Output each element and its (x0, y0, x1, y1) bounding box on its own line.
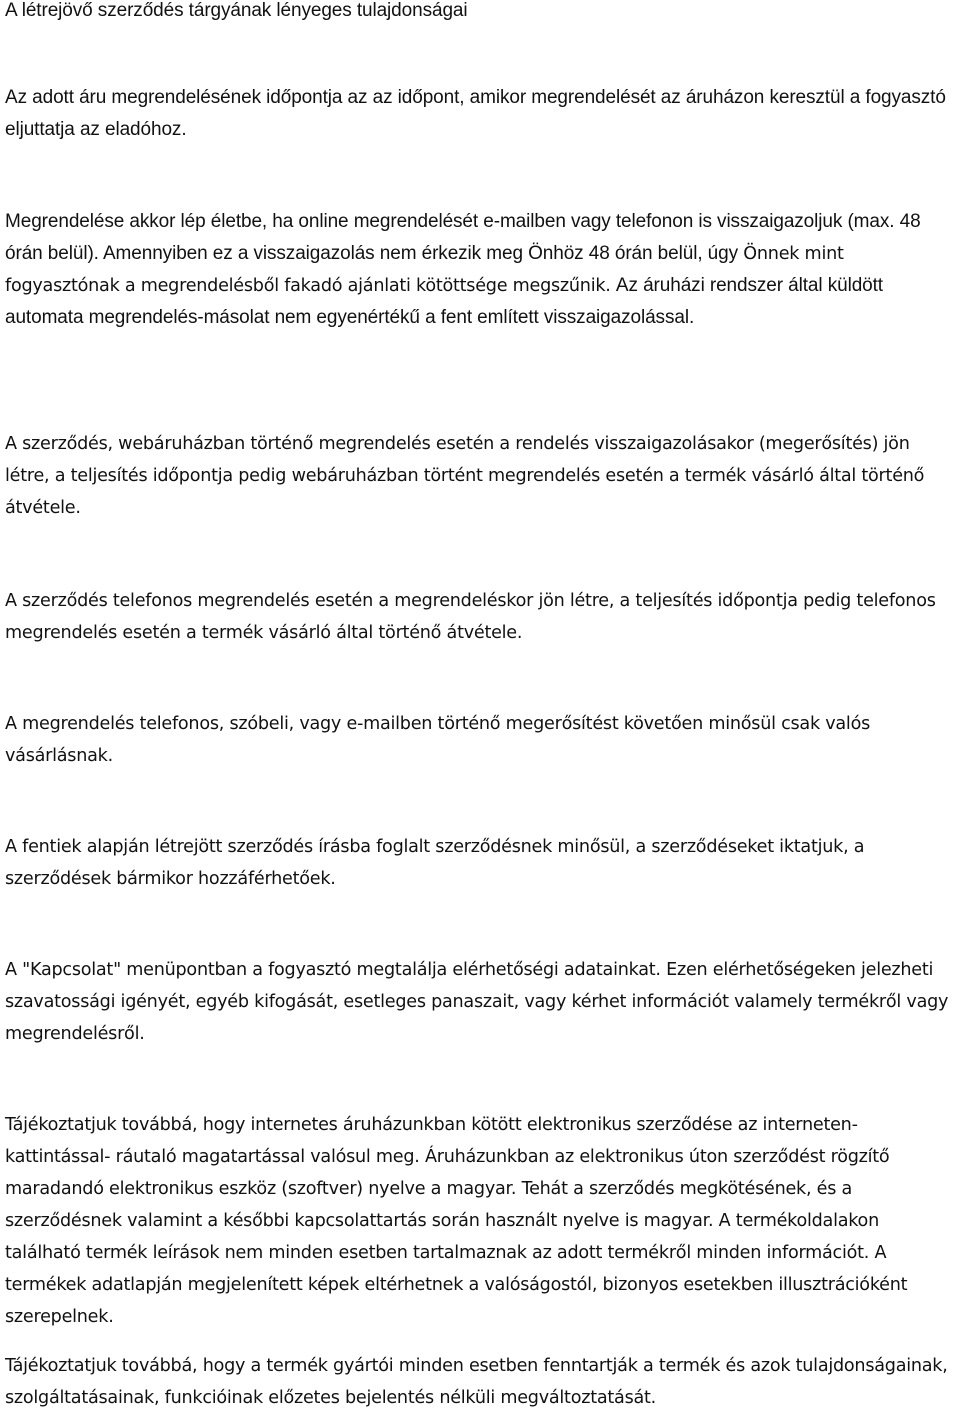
paragraph-order-confirmation-sans: Megrendelése akkor lép életbe, ha online megrendelését e-mailben vagy telefonon is visszaigazoljuk (max. 48 órán belül). Amennyiben ez a visszaigazolás nem érkezik meg Önhöz 48 órán belül, úgy (5, 211, 921, 264)
paragraph-webshop-contract: A szerződés, webáruházban történő megrendelés esetén a rendelés visszaigazolásakor (megerősítés) jön létre, a teljesítés időpontja pedig webáruházban történt megrendelés esetén a termék vásárló által történő átvétele. (5, 434, 925, 518)
paragraph-phone-contract: A szerződés telefonos megrendelés esetén a megrendeléskor jön létre, a teljesítés időpontja pedig telefonos megrendelés esetén a termék vásárló által történő átvétele. (5, 591, 936, 643)
document-title: A létrejövő szerződés tárgyának lényeges tulajdonságai (5, 0, 468, 21)
paragraph-order-copy: Az áruházi rendszer által küldött automata megrendelés-másolat nem egyenértékű a fent említett visszaigazolással. (5, 275, 883, 328)
paragraph-contact: A "Kapcsolat" menüpontban a fogyasztó megtalálja elérhetőségi adatainkat. Ezen elérhetőségeken jelezheti szavatossági igényét, egyéb kifogását, esetleges panaszait, vagy kérhet információt valamely termékről vagy megrendelésről. (5, 960, 949, 1044)
paragraph-order-time: Az adott áru megrendelésének időpontja az az időpont, amikor megrendelését az áruházon keresztül a fogyasztó eljuttatja az eladóhoz. (5, 87, 946, 140)
paragraph-order-confirmation (5, 206, 957, 334)
paragraph-electronic-contract: Tájékoztatjuk továbbá, hogy internetes áruházunkban kötött elektronikus szerződése az interneten-kattintással- ráutaló magatartással valósul meg. Áruházunkban az elektronikus úton szerződést rögzítő maradandó elektronikus eszköz (szoftver) nyelve a magyar. Tehát a szerződés megkötésének, és a szerződésnek valamint a későbbi kapcsolattartás során használt nyelve is magyar. A termékoldalakon található termék leírások nem minden esetben tartalmaznak az adott termékről minden információt. A termékek adatlapján megjelenített képek eltérhetnek a valóságostól, bizonyos esetekben illusztrációként szerepelnek. (5, 1115, 908, 1327)
paragraph-valid-purchase: A megrendelés telefonos, szóbeli, vagy e-mailben történő megerősítést követően minősül csak valós vásárlásnak. (5, 714, 870, 766)
paragraph-written-contract: A fentiek alapján létrejött szerződés írásba foglalt szerződésnek minősül, a szerződéseket iktatjuk, a szerződések bármikor hozzáférhetőek. (5, 837, 865, 889)
paragraph-order-confirmation-calibri: Önnek mint fogyasztónak a megrendelésből fakadó ajánlati kötöttsége megszűnik. (5, 244, 844, 296)
paragraph-manufacturer-rights: Tájékoztatjuk továbbá, hogy a termék gyártói minden esetben fenntartják a termék és azok tulajdonságainak, szolgáltatásainak, funkcióinak előzetes bejelentés nélküli megváltoztatását. (5, 1356, 948, 1408)
